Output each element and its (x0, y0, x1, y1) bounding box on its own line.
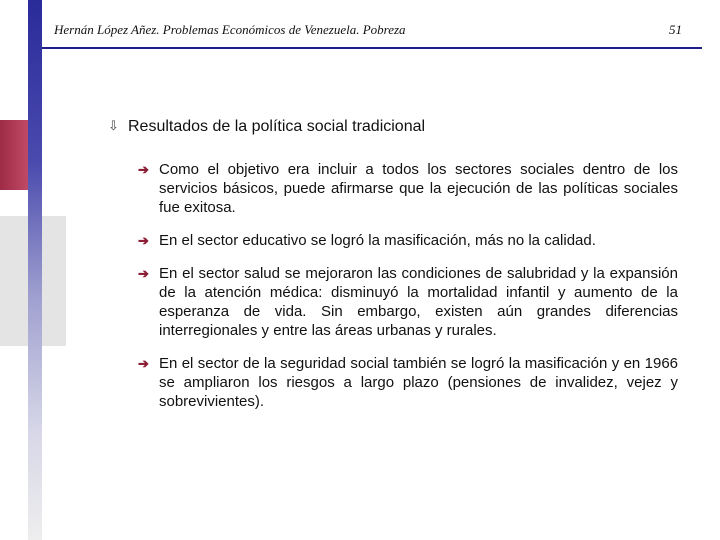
bullet-text: En el sector salud se mejoraron las condiciones de salubridad y la expansión de la atención médica: disminuyó la mortalidad infantil y aumento de la esperanza de vida. Sin embargo, existen aún grandes diferencias interregionales y entre las áreas urbanas y rurales. (159, 265, 678, 339)
page-number: 51 (669, 22, 682, 37)
arrow-right-icon: ➔ (138, 233, 149, 248)
arrow-right-icon: ➔ (138, 266, 149, 281)
bullet-text: En el sector educativo se logró la masificación, más no la calidad. (159, 232, 596, 249)
section-heading-text: Resultados de la política social tradicional (128, 118, 426, 135)
bullet-list (138, 160, 678, 425)
header-title: Hernán López Añez. Problemas Económicos de Venezuela. Pobreza (54, 22, 406, 37)
bullet-text: En el sector de la seguridad social también se logró la masificación y en 1966 se ampliaron los riesgos a largo plazo (pensiones de invalidez, vejez y sobrevivientes). (159, 355, 678, 410)
list-item (138, 354, 678, 411)
bullet-text: Como el objetivo era incluir a todos los sectores sociales dentro de los servicios básicos, puede afirmarse que la ejecución de las políticas sociales fue exitosa. (159, 161, 678, 216)
header-divider (42, 47, 702, 49)
arrow-right-icon: ➔ (138, 162, 149, 177)
list-item (138, 160, 678, 217)
decorative-red-bar (0, 120, 28, 190)
section-heading (108, 118, 425, 136)
arrow-right-icon: ➔ (138, 356, 149, 371)
list-item (138, 231, 678, 250)
list-item (138, 264, 678, 340)
hollow-down-arrow-icon: ⇩ (108, 118, 119, 133)
decorative-blue-bar (28, 0, 42, 540)
